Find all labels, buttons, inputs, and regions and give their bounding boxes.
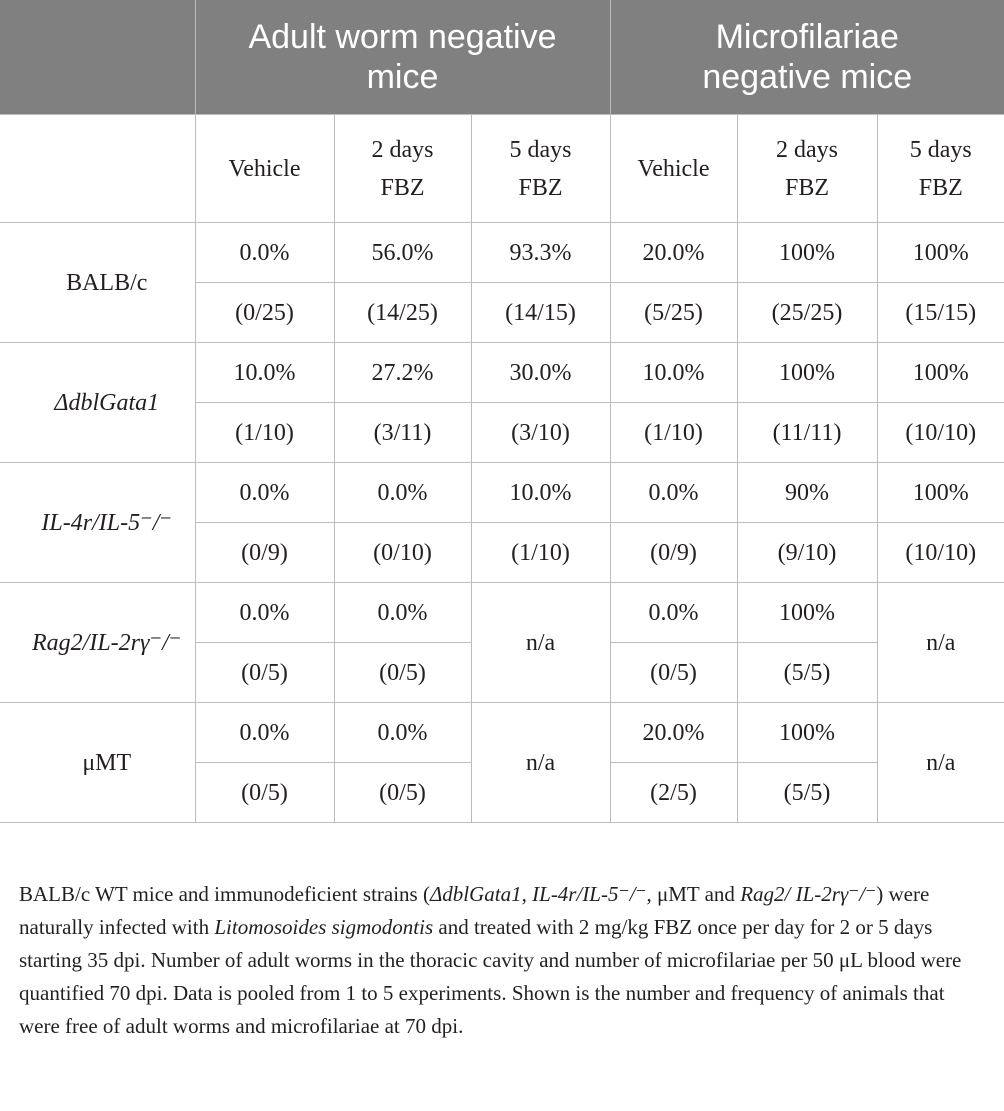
percent-cell: 100% — [737, 223, 877, 283]
table-row — [0, 583, 1004, 643]
strain-label: BALB/c — [0, 223, 195, 343]
percent-cell: 0.0% — [195, 703, 334, 763]
subheader-line2: FBZ — [918, 174, 963, 201]
na-cell: n/a — [471, 583, 610, 703]
fraction-cell: (0/5) — [195, 643, 334, 703]
table-row — [0, 343, 1004, 403]
fraction-cell: (14/15) — [471, 283, 610, 343]
subheader-line2: FBZ — [784, 174, 829, 201]
percent-cell: 90% — [737, 463, 877, 523]
footnote-text: BALB/c WT mice and immunodeficient strains ( — [19, 882, 430, 906]
footnote-strain: IL-4r/IL-5⁻/⁻ — [532, 882, 647, 906]
percent-cell: 0.0% — [334, 583, 471, 643]
na-cell: n/a — [877, 583, 1004, 703]
strain-label: μMT — [0, 703, 195, 823]
subheader-line1: 5 days — [509, 136, 572, 163]
group-header-microfilariae-line2: negative mice — [702, 58, 913, 96]
fraction-cell: (9/10) — [737, 523, 877, 583]
percent-cell: 10.0% — [610, 343, 737, 403]
percent-cell: 100% — [737, 703, 877, 763]
percent-cell: 10.0% — [471, 463, 610, 523]
na-cell: n/a — [471, 703, 610, 823]
percent-cell: 10.0% — [195, 343, 334, 403]
percent-cell: 0.0% — [610, 583, 737, 643]
subheader-cell — [195, 115, 334, 223]
subheader-line1: 2 days — [776, 136, 838, 163]
group-header-adult-worm-line1: Adult worm negative — [248, 18, 557, 56]
subheader-empty-cell — [0, 115, 195, 223]
strain-label: Rag2/IL-2rγ⁻/⁻ — [0, 583, 195, 703]
subheader-cell — [610, 115, 737, 223]
strain-label: IL-4r/IL-5⁻/⁻ — [0, 463, 195, 583]
subheader-line1: Vehicle — [637, 155, 710, 182]
fraction-cell: (0/10) — [334, 523, 471, 583]
subheader-cell — [334, 115, 471, 223]
percent-cell: 0.0% — [195, 223, 334, 283]
percent-cell: 100% — [877, 223, 1004, 283]
percent-cell: 100% — [737, 343, 877, 403]
percent-cell: 93.3% — [471, 223, 610, 283]
fraction-cell: (5/25) — [610, 283, 737, 343]
fraction-cell: (10/10) — [877, 403, 1004, 463]
percent-cell: 100% — [737, 583, 877, 643]
percent-cell: 20.0% — [610, 703, 737, 763]
group-header-row — [0, 0, 1004, 115]
fraction-cell: (5/5) — [737, 643, 877, 703]
percent-cell: 20.0% — [610, 223, 737, 283]
percent-cell: 100% — [877, 343, 1004, 403]
table-row — [0, 463, 1004, 523]
subheader-cell — [877, 115, 1004, 223]
group-header-adult-worm — [195, 0, 610, 115]
fraction-cell: (10/10) — [877, 523, 1004, 583]
fraction-cell: (11/11) — [737, 403, 877, 463]
subheader-row — [0, 115, 1004, 223]
percent-cell: 100% — [877, 463, 1004, 523]
fraction-cell: (14/25) — [334, 283, 471, 343]
fraction-cell: (2/5) — [610, 763, 737, 823]
percent-cell: 0.0% — [195, 463, 334, 523]
corner-cell — [0, 0, 195, 115]
subheader-cell — [737, 115, 877, 223]
fraction-cell: (0/9) — [195, 523, 334, 583]
fraction-cell: (1/10) — [610, 403, 737, 463]
footnote-text: and treated with 2 mg/kg FBZ once per day for 2 or 5 days starting 35 dpi. Number of adult worms in the thoracic cavity and number of microfilariae per 50 μL blood were quantified 70 dpi. Data is pooled from 1 to 5 experiments. Shown is the number and frequency of animals that were free of adult worms and microfilariae at 70 dpi. — [19, 915, 962, 1038]
percent-cell: 0.0% — [334, 703, 471, 763]
subheader-line1: 2 days — [371, 136, 434, 163]
group-header-microfilariae-line1: Microfilariae — [715, 18, 899, 56]
fraction-cell: (3/10) — [471, 403, 610, 463]
strain-label: ΔdblGata1 — [0, 343, 195, 463]
percent-cell: 56.0% — [334, 223, 471, 283]
percent-cell: 0.0% — [195, 583, 334, 643]
subheader-line2: FBZ — [518, 174, 563, 201]
fraction-cell: (0/5) — [334, 643, 471, 703]
percent-cell: 27.2% — [334, 343, 471, 403]
fraction-cell: (1/10) — [471, 523, 610, 583]
footnote-strain: Rag2/ IL-2rγ⁻/⁻ — [740, 882, 877, 906]
fraction-cell: (25/25) — [737, 283, 877, 343]
fraction-cell: (0/5) — [610, 643, 737, 703]
group-header-adult-worm-line2: mice — [366, 58, 439, 96]
fraction-cell: (0/25) — [195, 283, 334, 343]
subheader-cell — [471, 115, 610, 223]
table-row — [0, 703, 1004, 763]
table-footnote — [19, 878, 979, 1043]
fraction-cell: (3/11) — [334, 403, 471, 463]
percent-cell: 0.0% — [610, 463, 737, 523]
percent-cell: 0.0% — [334, 463, 471, 523]
group-header-microfilariae — [610, 0, 1004, 115]
fraction-cell: (5/5) — [737, 763, 877, 823]
footnote-strain: ΔdblGata1 — [429, 882, 522, 906]
subheader-line1: Vehicle — [228, 155, 301, 182]
fraction-cell: (0/5) — [334, 763, 471, 823]
table-row — [0, 223, 1004, 283]
footnote-text: ) were naturally infected with — [19, 882, 930, 939]
footnote-text: , μMT and — [646, 882, 741, 906]
footnote-species: Litomosoides sigmodontis — [214, 915, 434, 939]
fraction-cell: (0/5) — [195, 763, 334, 823]
footnote-text: , — [521, 882, 533, 906]
subheader-line2: FBZ — [380, 174, 425, 201]
fraction-cell: (15/15) — [877, 283, 1004, 343]
subheader-line1: 5 days — [909, 136, 972, 163]
na-cell: n/a — [877, 703, 1004, 823]
fraction-cell: (1/10) — [195, 403, 334, 463]
fraction-cell: (0/9) — [610, 523, 737, 583]
percent-cell: 30.0% — [471, 343, 610, 403]
